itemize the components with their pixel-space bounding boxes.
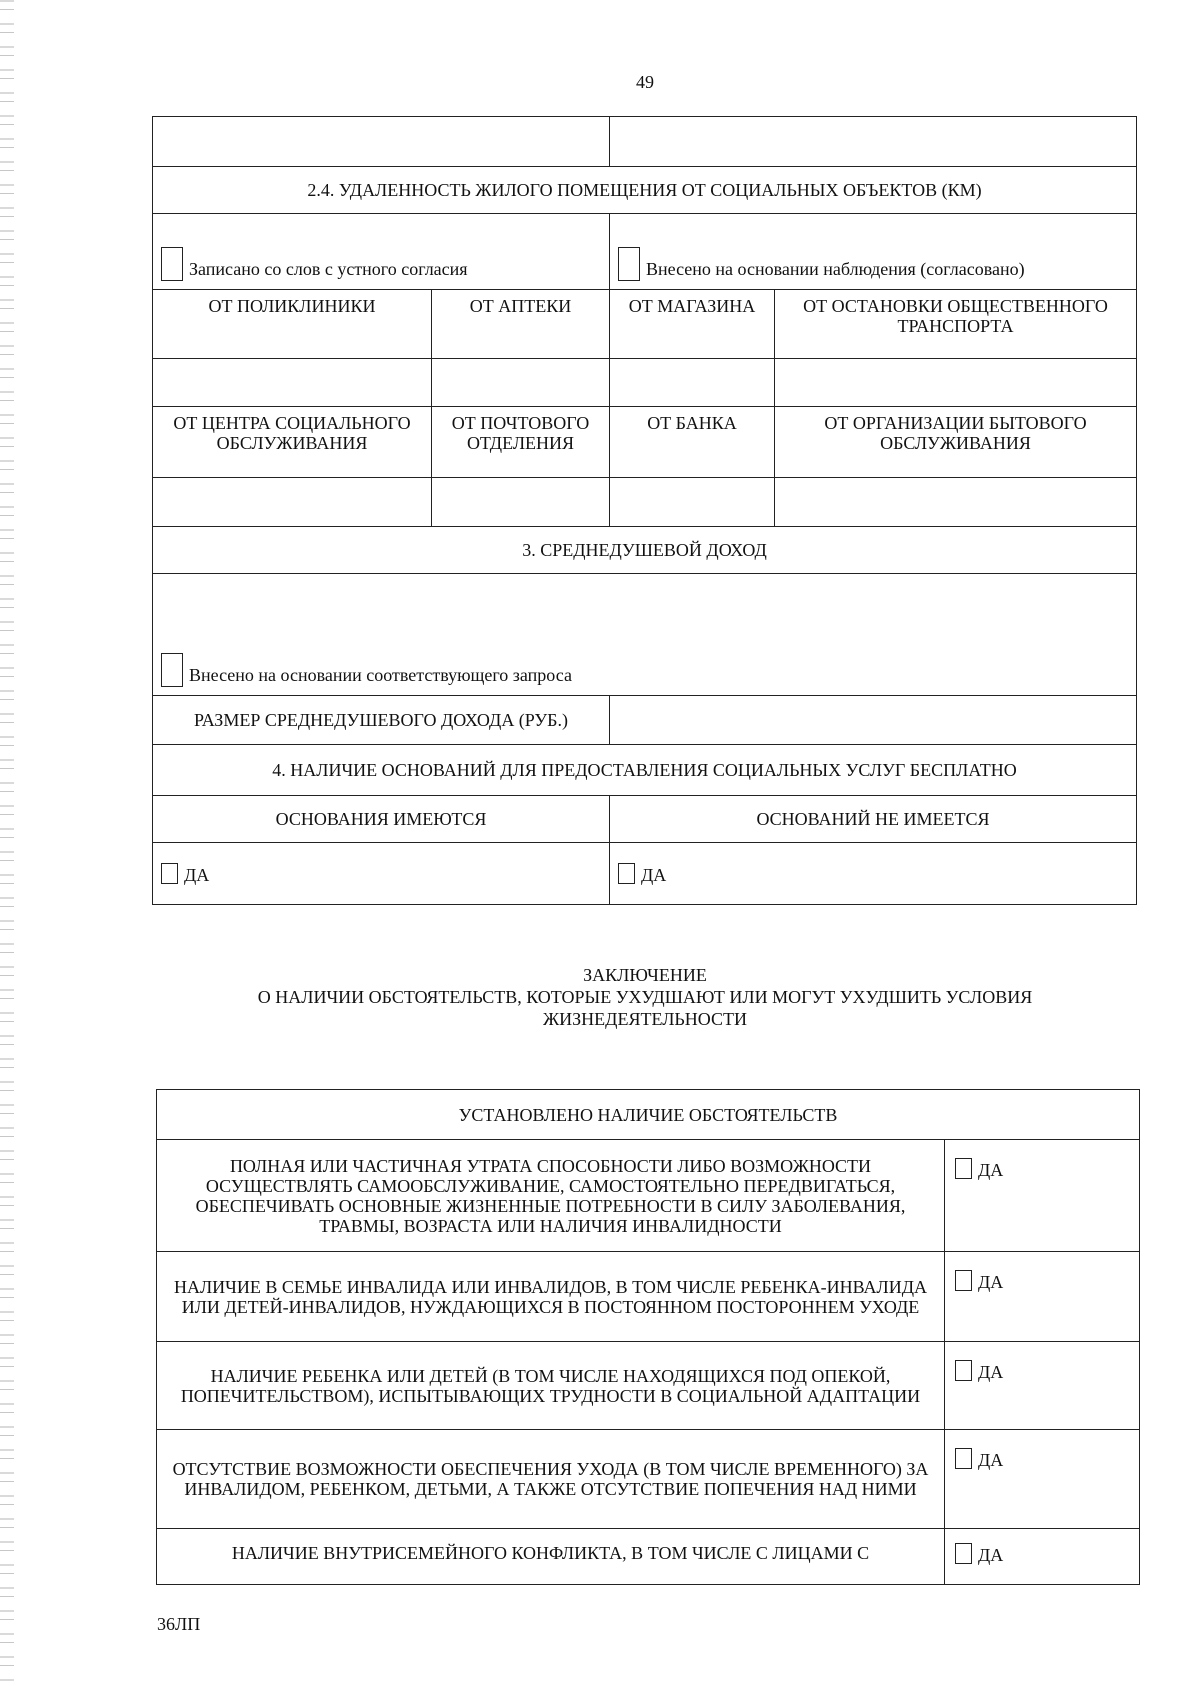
value-polyclinic[interactable] (153, 359, 432, 407)
option-observation-label: Внесено на основании наблюдения (согласовано) (646, 259, 1025, 279)
header-pharmacy: ОТ АПТЕКИ (432, 290, 610, 359)
page-number: 49 (636, 72, 654, 92)
checkbox-no-grounds[interactable] (618, 863, 635, 884)
circumstance-answer (945, 1342, 1140, 1430)
circumstance-answer (945, 1430, 1140, 1529)
value-bank[interactable] (610, 478, 775, 527)
section-2-4-title: 2.4. УДАЛЕННОСТЬ ЖИЛОГО ПОМЕЩЕНИЯ ОТ СОЦИАЛЬНЫХ ОБЪЕКТОВ (КМ) (153, 167, 1137, 214)
header-shop: ОТ МАГАЗИНА (610, 290, 775, 359)
scan-edge (0, 0, 14, 1686)
checkbox-grounds-exist[interactable] (161, 863, 178, 884)
circumstance-text: НАЛИЧИЕ РЕБЕНКА ИЛИ ДЕТЕЙ (В ТОМ ЧИСЛЕ НАХОДЯЩИХСЯ ПОД ОПЕКОЙ, ПОПЕЧИТЕЛЬСТВОМ), ИСПЫТЫВАЮЩИХ ТРУДНОСТИ В СОЦИАЛЬНОЙ АДАПТАЦИИ (157, 1342, 945, 1430)
checkbox-oral-consent[interactable] (161, 247, 183, 281)
header-social-center: ОТ ЦЕНТРА СОЦИАЛЬНОГО ОБСЛУЖИВАНИЯ (153, 407, 432, 478)
blank-cell-right[interactable] (610, 117, 1137, 167)
footer-code: 36ЛП (157, 1614, 201, 1634)
blank-cell-left[interactable] (153, 117, 610, 167)
answer-label: ДА (978, 1450, 1004, 1470)
header-household-service: ОТ ОРГАНИЗАЦИИ БЫТОВОГО ОБСЛУЖИВАНИЯ (775, 407, 1137, 478)
col-grounds-exist: ОСНОВАНИЯ ИМЕЮТСЯ (153, 796, 610, 843)
grounds-exist-yes-label: ДА (184, 864, 210, 885)
circumstance-answer (945, 1529, 1140, 1585)
checkbox-circumstance-5[interactable] (955, 1543, 972, 1564)
value-transport-stop[interactable] (775, 359, 1137, 407)
circumstance-text: НАЛИЧИЕ В СЕМЬЕ ИНВАЛИДА ИЛИ ИНВАЛИДОВ, В ТОМ ЧИСЛЕ РЕБЕНКА-ИНВАЛИДА ИЛИ ДЕТЕЙ-ИНВАЛИДОВ, НУЖДАЮЩИХСЯ В ПОСТОЯННОМ ПОСТОРОННЕМ УХОДЕ (157, 1252, 945, 1342)
value-pharmacy[interactable] (432, 359, 610, 407)
option-request (153, 574, 1137, 696)
option-request-label: Внесено на основании соответствующего запроса (189, 665, 572, 685)
checkbox-observation[interactable] (618, 247, 640, 281)
conclusion-title: ЗАКЛЮЧЕНИЕ (583, 965, 707, 985)
circumstance-text: ОТСУТСТВИЕ ВОЗМОЖНОСТИ ОБЕСПЕЧЕНИЯ УХОДА (В ТОМ ЧИСЛЕ ВРЕМЕННОГО) ЗА ИНВАЛИДОМ, РЕБЕНКОМ, ДЕТЬМИ, А ТАКЖЕ ОТСУТСТВИЕ ПОПЕЧЕНИЯ НАД НИМИ (157, 1430, 945, 1529)
answer-label: ДА (978, 1272, 1004, 1292)
value-household-service[interactable] (775, 478, 1137, 527)
section-4-title: 4. НАЛИЧИЕ ОСНОВАНИЙ ДЛЯ ПРЕДОСТАВЛЕНИЯ СОЦИАЛЬНЫХ УСЛУГ БЕСПЛАТНО (153, 745, 1137, 796)
checkbox-circumstance-1[interactable] (955, 1158, 972, 1179)
value-shop[interactable] (610, 359, 775, 407)
answer-label: ДА (978, 1160, 1004, 1180)
circumstance-answer (945, 1140, 1140, 1252)
circumstance-text: НАЛИЧИЕ ВНУТРИСЕМЕЙНОГО КОНФЛИКТА, В ТОМ ЧИСЛЕ С ЛИЦАМИ С (157, 1529, 945, 1585)
income-label: РАЗМЕР СРЕДНЕДУШЕВОГО ДОХОДА (РУБ.) (153, 696, 610, 745)
no-grounds-yes-label: ДА (641, 864, 667, 885)
conclusion-subtitle: О НАЛИЧИИ ОБСТОЯТЕЛЬСТВ, КОТОРЫЕ УХУДШАЮТ ИЛИ МОГУТ УХУДШИТЬ УСЛОВИЯ ЖИЗНЕДЕЯТЕЛЬНОСТИ (257, 987, 1033, 1029)
header-polyclinic: ОТ ПОЛИКЛИНИКИ (153, 290, 432, 359)
circumstance-answer (945, 1252, 1140, 1342)
income-value[interactable] (610, 696, 1137, 745)
distance-income-table (152, 116, 1137, 905)
circumstance-text: ПОЛНАЯ ИЛИ ЧАСТИЧНАЯ УТРАТА СПОСОБНОСТИ ЛИБО ВОЗМОЖНОСТИ ОСУЩЕСТВЛЯТЬ САМООБСЛУЖИВАНИЕ, САМОСТОЯТЕЛЬНО ПЕРЕДВИГАТЬСЯ, ОБЕСПЕЧИВАТЬ ОСНОВНЫЕ ЖИЗНЕННЫЕ ПОТРЕБНОСТИ В СИЛУ ЗАБОЛЕВАНИЯ, ТРАВМЫ, ВОЗРАСТА ИЛИ НАЛИЧИЯ ИНВАЛИДНОСТИ (157, 1140, 945, 1252)
answer-label: ДА (978, 1545, 1004, 1565)
answer-label: ДА (978, 1362, 1004, 1382)
checkbox-request[interactable] (161, 653, 183, 687)
no-grounds-answer (610, 843, 1137, 905)
value-social-center[interactable] (153, 478, 432, 527)
checkbox-circumstance-2[interactable] (955, 1270, 972, 1291)
option-oral-label: Записано со слов с устного согласия (189, 259, 468, 279)
value-post-office[interactable] (432, 478, 610, 527)
option-observation (610, 214, 1137, 290)
checkbox-circumstance-3[interactable] (955, 1360, 972, 1381)
conclusion-heading (150, 964, 1140, 1030)
col-no-grounds: ОСНОВАНИЙ НЕ ИМЕЕТСЯ (610, 796, 1137, 843)
circumstances-table (156, 1089, 1140, 1585)
circumstances-header: УСТАНОВЛЕНО НАЛИЧИЕ ОБСТОЯТЕЛЬСТВ (157, 1090, 1140, 1140)
header-post-office: ОТ ПОЧТОВОГО ОТДЕЛЕНИЯ (432, 407, 610, 478)
option-oral-consent (153, 214, 610, 290)
checkbox-circumstance-4[interactable] (955, 1448, 972, 1469)
grounds-exist-answer (153, 843, 610, 905)
section-3-title: 3. СРЕДНЕДУШЕВОЙ ДОХОД (153, 527, 1137, 574)
header-transport-stop: ОТ ОСТАНОВКИ ОБЩЕСТВЕННОГО ТРАНСПОРТА (775, 290, 1137, 359)
header-bank: ОТ БАНКА (610, 407, 775, 478)
